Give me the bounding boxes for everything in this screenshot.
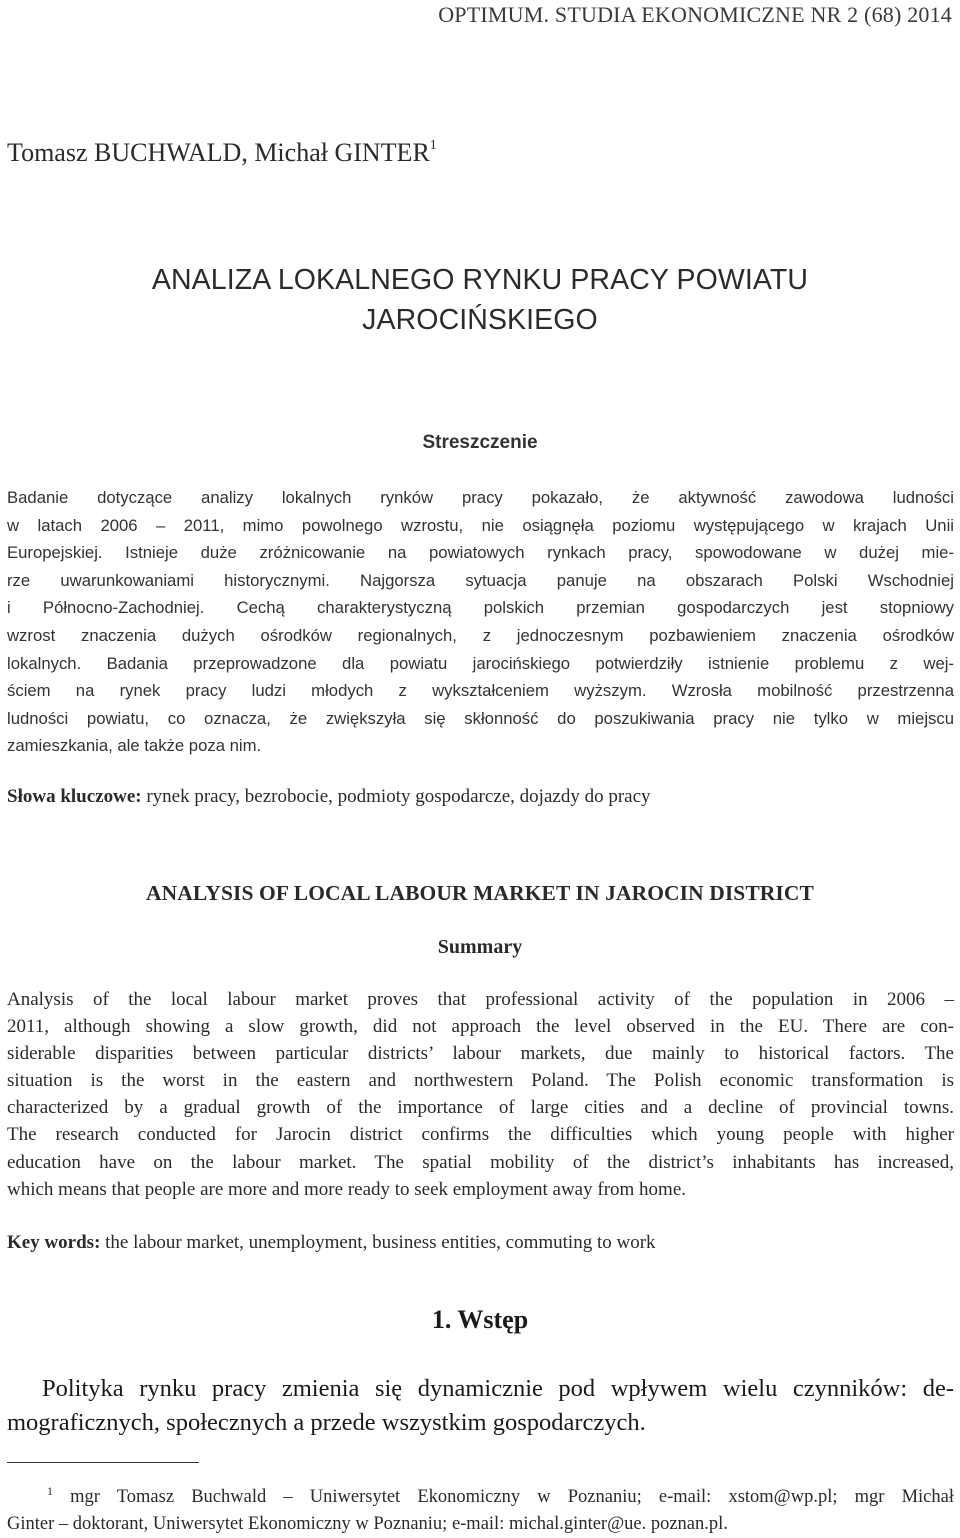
intro-line: mograficznych, społecznych a przede wszystkim gospodarczych. — [7, 1409, 646, 1436]
authors-line — [7, 128, 437, 171]
footnote — [7, 1478, 954, 1538]
summary-line: which means that people are more and more ready to seek employment away from home. — [7, 1178, 687, 1200]
summary-line: 2011, although showing a slow growth, did not approach the level observed in the EU. There are con- — [7, 1016, 954, 1038]
english-keywords — [7, 1228, 656, 1258]
footnote-divider — [7, 1462, 199, 1463]
polish-keywords-text: rynek pracy, bezrobocie, podmioty gospodarcze, dojazdy do pracy — [141, 786, 651, 807]
summary-line: characterized by a gradual growth of the importance of large cities and a decline of provincial towns. — [7, 1097, 954, 1119]
polish-keywords-label: Słowa kluczowe: — [7, 786, 142, 807]
summary-line: Analysis of the local labour market proves that professional activity of the population in 2006 – — [7, 989, 954, 1010]
polish-keywords — [7, 782, 651, 812]
abstract-line: Europejskiej. Istnieje duże zróżnicowanie na powiatowych rynkach pracy, spowodowane w dużej mie- — [7, 543, 954, 563]
english-title: ANALYSIS OF LOCAL LABOUR MARKET IN JAROCIN DISTRICT — [146, 881, 814, 905]
abstract-line: ludności powiatu, co oznacza, że zwiększyła się skłonność do poszukiwania pracy nie tylko w miejscu — [7, 708, 954, 728]
footnote-line: Ginter – doktorant, Uniwersytet Ekonomiczny w Poznaniu; e-mail: michal.ginter@ue. poznan.pl. — [7, 1514, 728, 1534]
abstract-line: lokalnych. Badania przeprowadzone dla powiatu jarocińskiego potwierdziły istnienie problemu z wej- — [7, 653, 954, 673]
journal-header: OPTIMUM. STUDIA EKONOMICZNE NR 2 (68) 2014 — [438, 2, 952, 27]
abstract-line: wzrost znaczenia dużych ośrodków regionalnych, z jednoczesnym pozbawieniem znaczenia ośrodków — [7, 625, 954, 645]
polish-title-line: ANALIZA LOKALNEGO RYNKU PRACY POWIATU — [151, 264, 809, 296]
polish-title-line: JAROCIŃSKIEGO — [362, 304, 598, 336]
polish-abstract-heading: Streszczenie — [422, 432, 538, 453]
english-keywords-text: the labour market, unemployment, business entities, commuting to work — [100, 1232, 656, 1253]
english-summary — [7, 986, 954, 1203]
abstract-line: i Północno-Zachodniej. Cechą charakterystyczną polskich przemian gospodarczych jest stopniowy — [7, 598, 954, 618]
footnote-text: mgr Tomasz Buchwald – Uniwersytet Ekonomiczny w Poznaniu; e-mail: xstom@wp.pl; mgr Michał — [53, 1487, 954, 1507]
polish-title — [0, 260, 960, 340]
abstract-line: rze uwarunkowaniami historycznymi. Najgorsza sytuacja panuje na obszarach Polski Wschodniej — [7, 570, 954, 590]
english-keywords-label: Key words: — [7, 1232, 101, 1253]
footnote-line — [7, 1478, 954, 1511]
summary-line: education have on the labour market. The spatial mobility of the district’s inhabitants has increased, — [7, 1151, 954, 1173]
intro-line: Polityka rynku pracy zmienia się dynamicznie pod wpływem wielu czynników: de- — [42, 1375, 954, 1402]
polish-abstract — [7, 484, 954, 760]
summary-line: The research conducted for Jarocin district confirms the difficulties which young people with higher — [7, 1124, 954, 1146]
author-footnote-mark: 1 — [429, 138, 437, 153]
summary-line: situation is the worst in the eastern and northwestern Poland. The Polish economic transformation is — [7, 1070, 954, 1092]
summary-line: siderable disparities between particular districts’ labour markets, due mainly to historical factors. The — [7, 1043, 954, 1065]
abstract-line: ściem na rynek pracy ludzi młodych z wykształceniem wyższym. Wzrosła mobilność przestrzenna — [7, 681, 954, 701]
english-summary-heading: Summary — [437, 936, 523, 958]
abstract-line: zamieszkania, ale także poza nim. — [7, 736, 262, 756]
abstract-line: w latach 2006 – 2011, mimo powolnego wzrostu, nie osiągnęła poziomu występującego w krajach Unii — [7, 515, 954, 535]
section-title: 1. Wstęp — [431, 1305, 529, 1334]
author-names: Tomasz BUCHWALD, Michał GINTER — [7, 138, 430, 167]
abstract-line: Badanie dotyczące analizy lokalnych rynków pracy pokazało, że aktywność zawodowa ludności — [7, 488, 954, 507]
footnote-mark: 1 — [47, 1484, 53, 1498]
intro-paragraph — [7, 1372, 954, 1440]
